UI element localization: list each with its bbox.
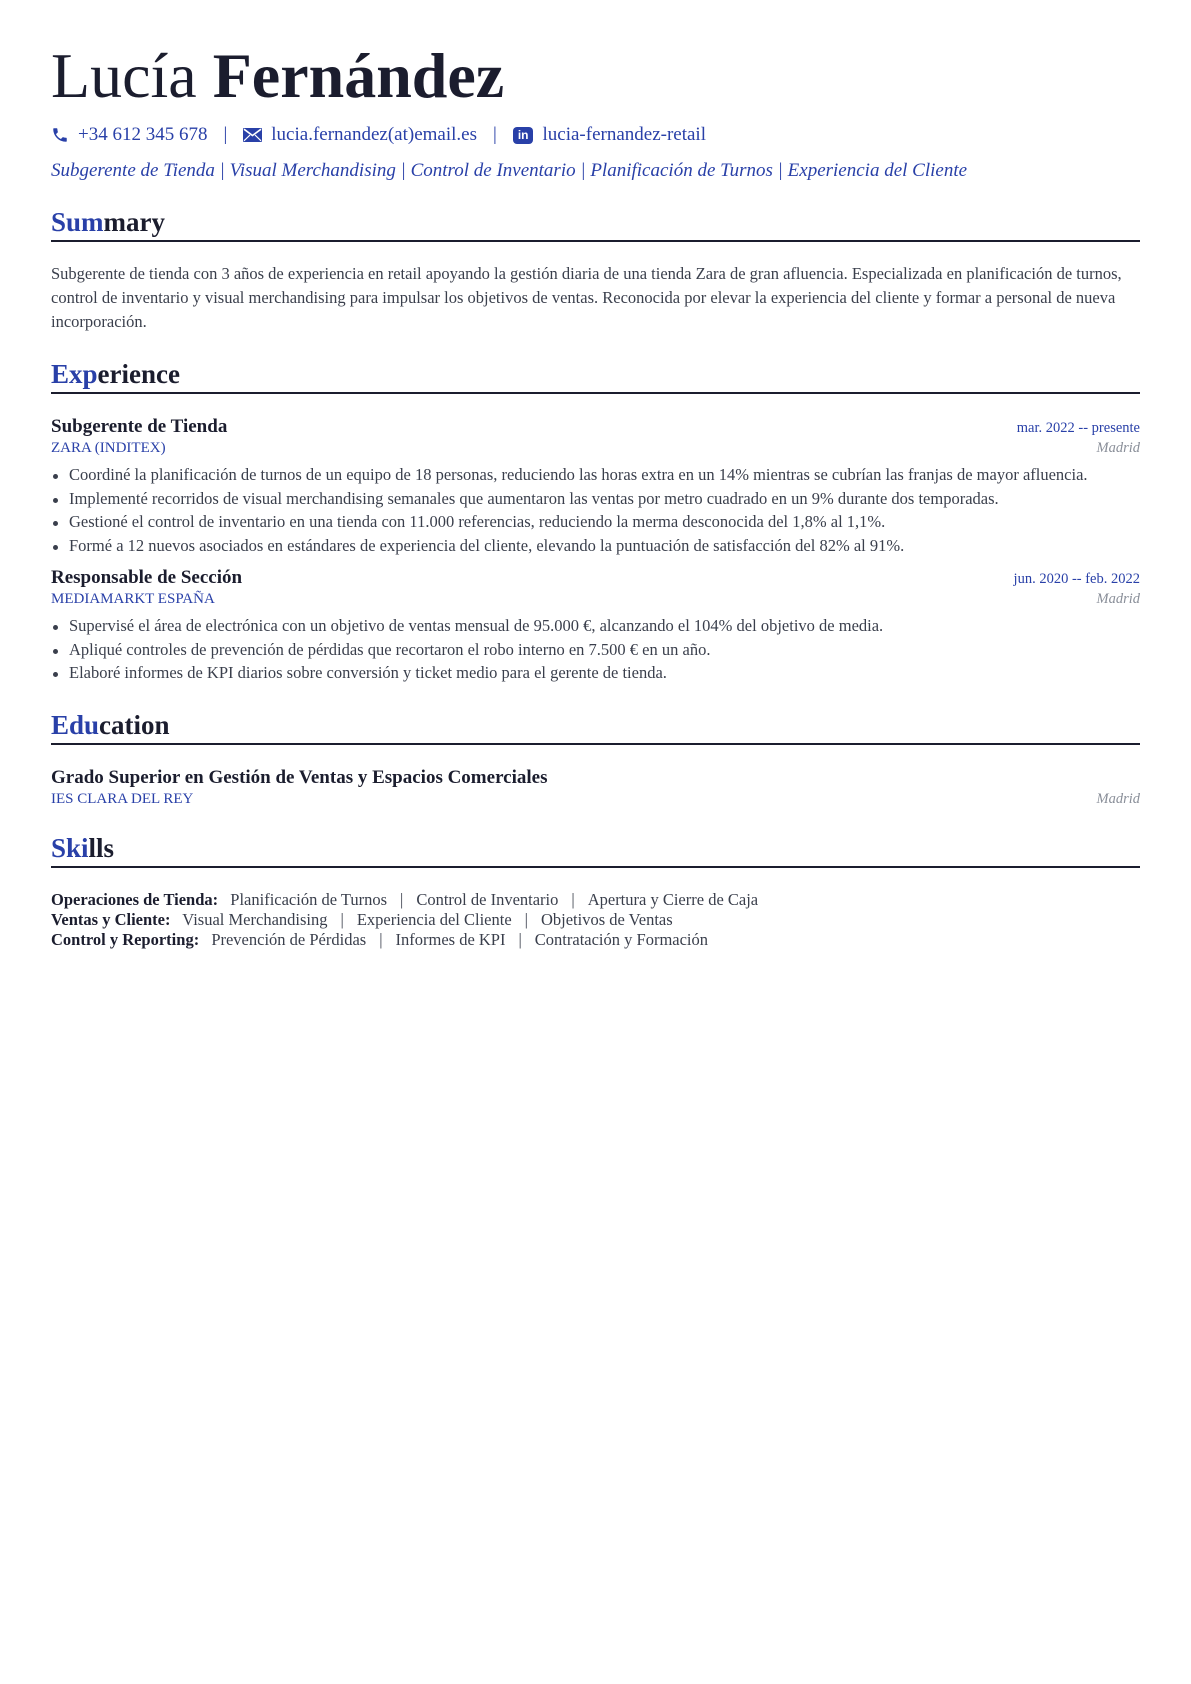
education-degree: Grado Superior en Gestión de Ventas y Espacios Comerciales [51,766,548,788]
linkedin-icon: in [513,127,534,144]
phone-contact[interactable] [51,124,207,146]
list-item: Supervisé el área de electrónica con un objetivo de ventas mensual de 95.000 €, alcanzando el 104% del objetivo de media. [51,614,1140,638]
job-company: MEDIAMARKT ESPAÑA [51,591,215,607]
job-entry [51,416,1140,557]
skill-item: Apertura y Cierre de Caja [587,889,759,909]
list-item: Formé a 12 nuevos asociados en estándares de experiencia del cliente, elevando la puntuación de satisfacción del 82% al 91%. [51,534,1140,558]
headline-tagline: Subgerente de Tienda | Visual Merchandising | Control de Inventario | Planificación de Turnos | Experiencia del Cliente [51,160,968,181]
skill-item: Prevención de Pérdidas [211,929,367,949]
contact-separator: | [493,124,497,145]
linkedin-contact[interactable] [513,124,706,146]
list-item: Coordiné la planificación de turnos de un equipo de 18 personas, reduciendo las horas extra en un 14% mientras se cubrían las franjas de mayor afluencia. [51,463,1140,487]
email-text: lucia.fernandez(at)email.es [271,124,477,145]
skill-item: Visual Merchandising [182,909,328,929]
skill-group: Control y Reporting: Prevención de Pérdidas | Informes de KPI | Contratación y Formación [51,929,709,949]
skill-item: Experiencia del Cliente [356,909,512,929]
job-company: ZARA (INDITEX) [51,440,166,456]
education-school: IES CLARA DEL REY [51,790,194,807]
job-bullets [51,463,1140,557]
skills-section [51,832,1140,950]
skill-category: Ventas y Cliente: [51,909,171,929]
skill-group: Ventas y Cliente: Visual Merchandising | Experiencia del Cliente | Objetivos de Ventas [51,909,673,929]
list-item: Apliqué controles de prevención de pérdidas que recortaron el robo interno en 7.500 € en un año. [51,638,1140,662]
job-bullets [51,614,1140,685]
list-item: Gestioné el control de inventario en una tienda con 11.000 referencias, reduciendo la merma desconocida del 1,8% al 1,1%. [51,510,1140,534]
education-location: Madrid [1096,790,1140,807]
contact-bar [51,122,1140,148]
education-entry [51,767,1140,808]
section-title-education: Education [51,709,1140,745]
list-item: Elaboré informes de KPI diarios sobre conversión y ticket medio para el gerente de tienda. [51,661,1140,685]
job-location: Madrid [1096,591,1140,607]
job-dates: mar. 2022 -- presente [1016,420,1140,436]
experience-section [51,358,1140,685]
section-title-summary: Summary [51,206,1140,242]
skill-category: Operaciones de Tienda: [51,889,219,909]
education-section [51,709,1140,808]
summary-text: Subgerente de tienda con 3 años de experiencia en retail apoyando la gestión diaria de una tienda Zara de gran afluencia. Especializada en planificación de turnos, control de inventario y visual merchandising para impulsar los objetivos de ventas. Reconocida por elevar la experiencia del cliente y formar a personal de nueva incorporación. [51,264,1122,331]
job-role: Subgerente de Tienda [51,416,228,437]
section-title-experience: Experience [51,358,1140,394]
job-location: Madrid [1096,440,1140,456]
job-entry [51,567,1140,685]
phone-icon [51,126,69,144]
envelope-icon [243,128,262,142]
last-name: Fernández [212,40,505,111]
skill-item: Control de Inventario [416,889,559,909]
list-item: Implementé recorridos de visual merchandising semanales que aumentaron las ventas por metro cuadrado en un 9% durante dos temporadas. [51,487,1140,511]
skill-category: Control y Reporting: [51,929,200,949]
job-dates: jun. 2020 -- feb. 2022 [1013,571,1140,587]
contact-separator: | [223,124,228,145]
skill-item: Informes de KPI [395,929,506,949]
job-role: Responsable de Sección [51,567,243,588]
linkedin-text: lucia-fernandez-retail [542,124,706,145]
skill-item: Objetivos de Ventas [540,909,673,929]
skills-list [51,890,1140,950]
candidate-name [51,38,1140,114]
section-title-skills: Skills [51,832,1140,868]
first-name: Lucía [51,40,197,111]
summary-section [51,206,1140,334]
skill-item: Planificación de Turnos [230,889,388,909]
skill-item: Contratación y Formación [534,929,709,949]
email-contact[interactable] [243,124,477,146]
phone-text: +34 612 345 678 [78,124,208,145]
skill-group: Operaciones de Tienda: Planificación de Turnos | Control de Inventario | Apertura y Cierre de Caja [51,889,759,909]
